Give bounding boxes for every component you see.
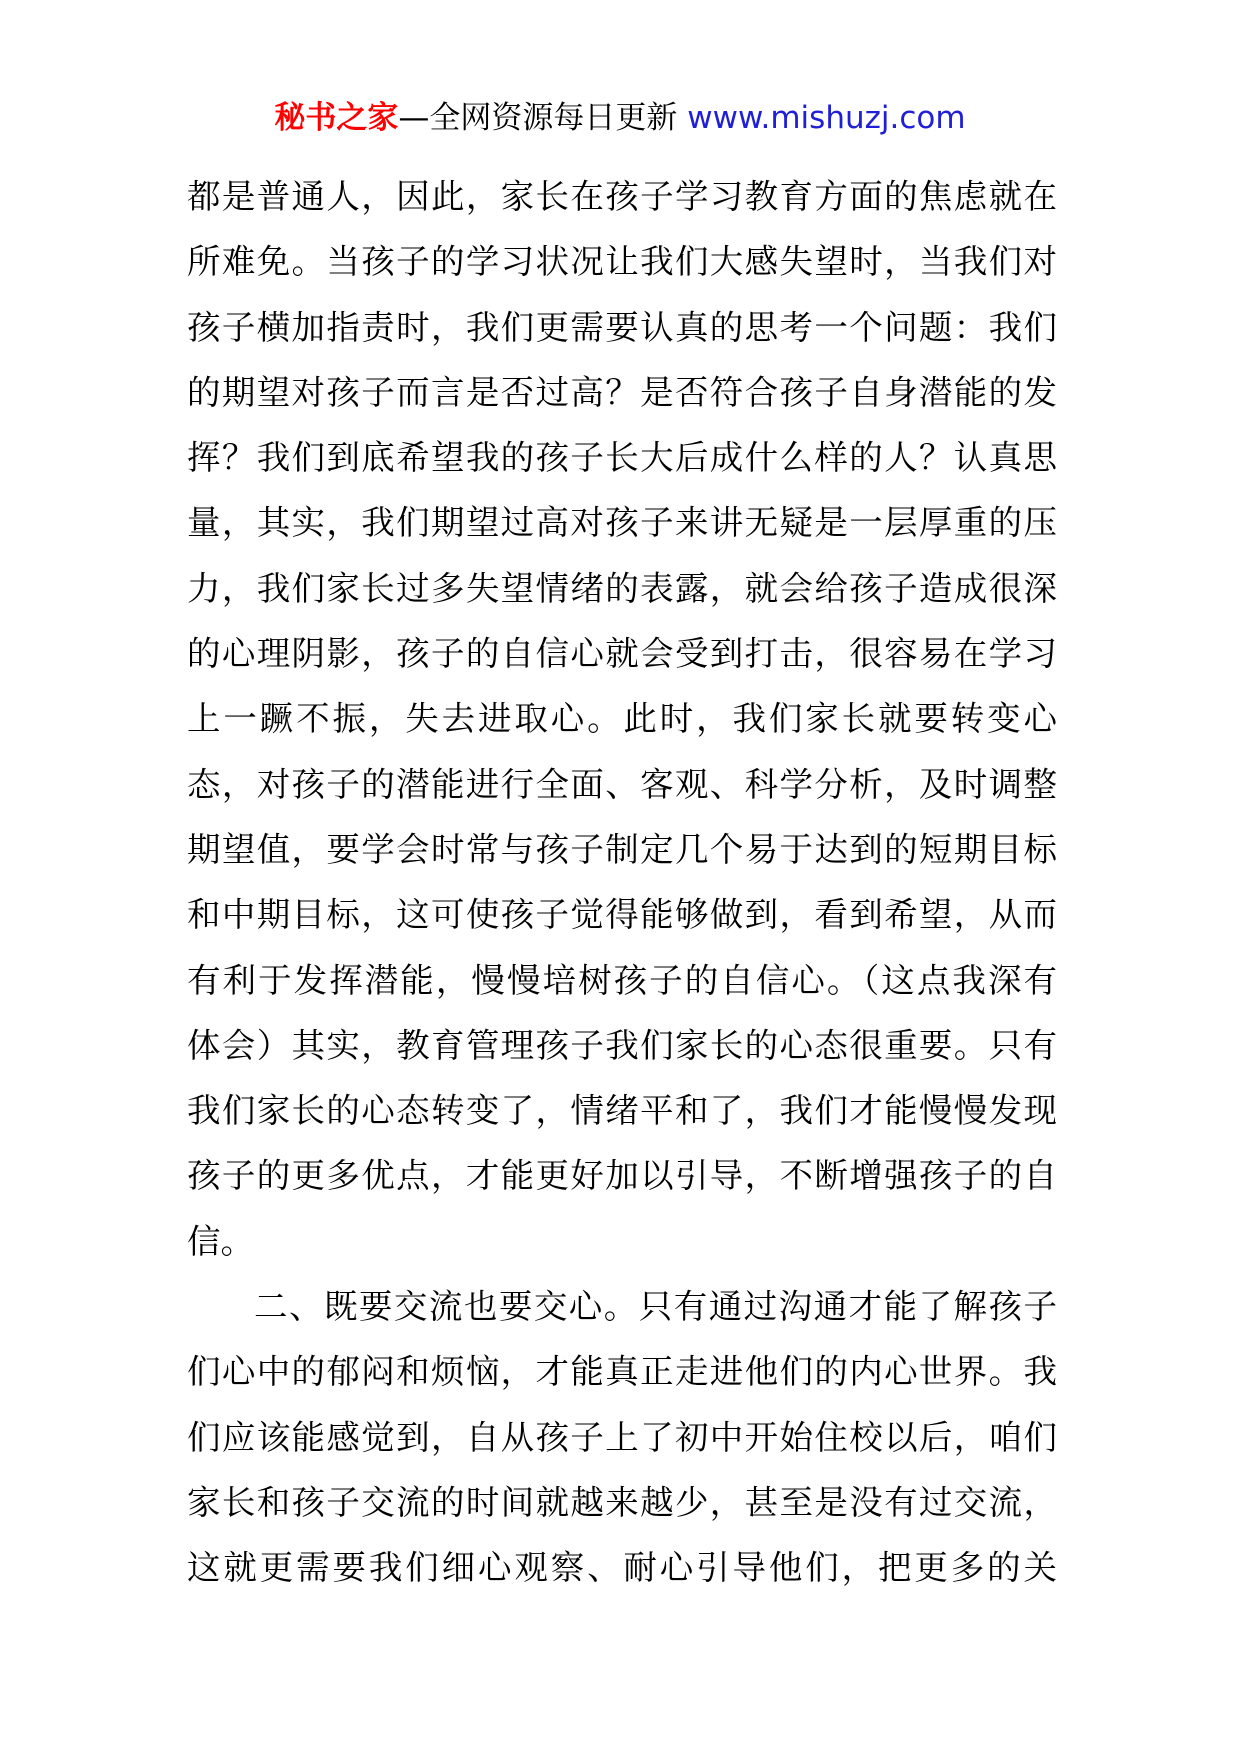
text-line: 力，我们家长过多失望情绪的表露，就会给孩子造成很深 [187, 568, 1057, 608]
text-line: 都是普通人，因此，家长在孩子学习教育方面的焦虑就在 [187, 177, 1057, 216]
text-line: 孩子的更多优点，才能更好加以引导，不断增强孩子的自 [187, 1156, 1057, 1196]
text-line: 和中期目标，这可使孩子觉得能够做到，看到希望，从而 [187, 895, 1057, 935]
text-line: 上一蹶不振，失去进取心。此时，我们家长就要转变心 [187, 699, 1057, 739]
text-line: 的心理阴影，孩子的自信心就会受到打击，很容易在学习 [187, 634, 1057, 674]
paragraph-1 [187, 164, 1057, 1274]
header-tagline: —全网资源每日更新 [398, 100, 688, 136]
text-line: 信。 [187, 1221, 254, 1261]
brand-name: 秘书之家 [274, 100, 399, 136]
text-line: 的期望对孩子而言是否过高？是否符合孩子自身潜能的发 [187, 372, 1057, 412]
text-line: 们应该能感觉到，自从孩子上了初中开始住校以后，咱们 [187, 1417, 1057, 1457]
text-line: 孩子横加指责时，我们更需要认真的思考一个问题：我们 [187, 307, 1057, 347]
text-line: 二、既要交流也要交心。只有通过沟通才能了解孩子 [254, 1287, 1057, 1327]
text-line: 态，对孩子的潜能进行全面、客观、科学分析，及时调整 [187, 764, 1057, 804]
text-line: 这就更需要我们细心观察、耐心引导他们，把更多的关 [187, 1548, 1057, 1588]
text-line: 挥？我们到底希望我的孩子长大后成什么样的人？认真思 [187, 438, 1057, 478]
text-line: 家长和孩子交流的时间就越来越少，甚至是没有过交流， [187, 1482, 1057, 1522]
text-line: 量，其实，我们期望过高对孩子来讲无疑是一层厚重的压 [187, 503, 1057, 543]
paragraph-2 [187, 1274, 1057, 1600]
text-line: 有利于发挥潜能，慢慢培树孩子的自信心。（这点我深有 [187, 960, 1057, 1000]
text-line: 们心中的郁闷和烦恼，才能真正走进他们的内心世界。我 [187, 1352, 1057, 1392]
text-line: 我们家长的心态转变了，情绪平和了，我们才能慢慢发现 [187, 1091, 1057, 1131]
page-header [0, 96, 1240, 140]
document-body [187, 164, 1057, 1601]
site-url: www.mishuzj.com [687, 100, 966, 136]
text-line: 体会）其实，教育管理孩子我们家长的心态很重要。只有 [187, 1025, 1057, 1065]
text-line: 期望值，要学会时常与孩子制定几个易于达到的短期目标 [187, 829, 1057, 869]
text-line: 所难免。当孩子的学习状况让我们大感失望时，当我们对 [187, 242, 1057, 282]
